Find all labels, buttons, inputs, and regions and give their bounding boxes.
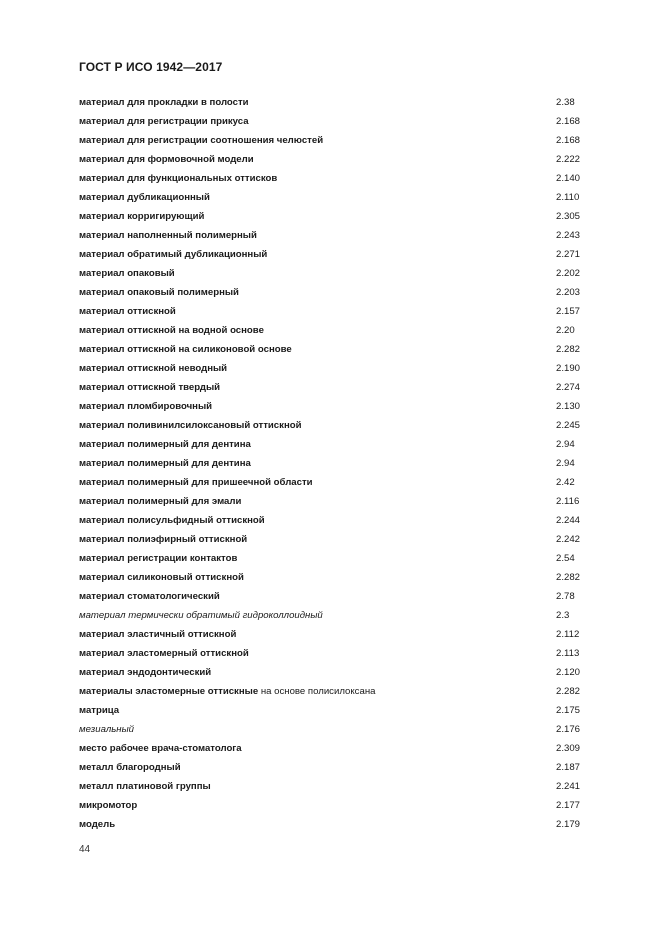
index-reference-number: 2.203 [556,287,581,298]
index-entry [79,648,599,667]
index-term [79,515,265,527]
index-term-text: металл платиновой группы [79,781,211,792]
index-term [79,249,267,261]
index-term [79,819,115,831]
index-term [79,800,137,812]
index-term-text: материал оттискной [79,306,176,317]
index-term [79,116,249,128]
index-term-text: материал эластомерный оттискной [79,648,249,659]
index-reference-number: 2.157 [556,306,581,317]
index-entry [79,306,599,325]
index-reference-number: 2.282 [556,344,581,355]
index-entry [79,572,599,591]
index-term [79,496,241,508]
index-reference-number: 2.94 [556,439,575,450]
index-term-text: материал опаковый полимерный [79,287,239,298]
index-entry [79,553,599,572]
index-term-text: материал опаковый [79,268,175,279]
index-reference-number: 2.282 [556,572,581,583]
index-reference-number: 2.113 [556,648,580,659]
index-reference-number: 2.116 [556,496,580,507]
index-term [79,230,257,242]
index-term [79,648,249,660]
index-term-text: материал для прокладки в полости [79,97,249,108]
index-entry [79,629,599,648]
term-index-list [79,97,599,838]
index-term-text: материал для формовочной модели [79,154,254,165]
index-term [79,705,119,717]
index-entry [79,154,599,173]
index-term-suffix: на основе полисилоксана [258,686,376,697]
index-term-text: модель [79,819,116,830]
index-reference-number: 2.245 [556,420,581,431]
index-term-text: металл благородный [79,762,181,773]
index-reference-number: 2.78 [556,591,575,602]
index-reference-number: 2.242 [556,534,581,545]
index-term-text: материал наполненный полимерный [79,230,257,241]
index-entry [79,135,599,154]
index-reference-number: 2.243 [556,230,581,241]
index-reference-number: 2.241 [556,781,581,792]
index-entry [79,211,599,230]
index-term-text: материал поливинилсилоксановый оттискной [79,420,302,431]
index-entry [79,591,599,610]
index-reference-number: 2.42 [556,477,575,488]
index-term [79,724,134,736]
index-entry [79,477,599,496]
index-reference-number: 2.177 [556,800,581,811]
index-entry [79,705,599,724]
index-entry [79,724,599,743]
index-reference-number: 2.140 [556,173,581,184]
index-term [79,610,323,622]
index-term [79,97,249,109]
index-term-text: материал эластичный оттискной [79,629,237,640]
index-term [79,458,251,470]
index-term-text: материал регистрации контактов [79,553,238,564]
document-header: ГОСТ Р ИСО 1942—2017 [79,60,223,74]
index-term-text: материал оттискной на водной основе [79,325,264,336]
index-term [79,781,211,793]
index-entry [79,363,599,382]
index-term-text: материал оттискной твердый [79,382,221,393]
index-entry [79,268,599,287]
index-reference-number: 2.187 [556,762,581,773]
index-term-text: материал оттискной неводный [79,363,228,374]
index-entry [79,439,599,458]
index-entry [79,420,599,439]
index-entry [79,230,599,249]
index-entry [79,344,599,363]
index-entry [79,534,599,553]
index-term [79,534,247,546]
index-term [79,629,236,641]
index-reference-number: 2.179 [556,819,581,830]
index-entry [79,192,599,211]
index-reference-number: 2.244 [556,515,581,526]
index-reference-number: 2.176 [556,724,581,735]
index-entry [79,781,599,800]
index-term-text: материал эндодонтический [79,667,212,678]
index-term [79,287,239,299]
index-term [79,686,375,698]
index-term-text: материал силиконовый оттискной [79,572,244,583]
index-entry [79,116,599,135]
index-term [79,173,277,185]
index-term [79,401,212,413]
index-reference-number: 2.112 [556,629,580,640]
index-entry [79,458,599,477]
index-term [79,667,211,679]
index-reference-number: 2.94 [556,458,575,469]
index-term [79,192,210,204]
index-term [79,477,313,489]
index-term [79,306,176,318]
index-term-text: место рабочее врача-стоматолога [79,743,242,754]
index-reference-number: 2.38 [556,97,575,108]
index-entry [79,287,599,306]
index-term-text: материал полимерный для дентина [79,458,251,469]
page-number: 44 [79,844,91,855]
index-term-text: материал дубликационный [79,192,210,203]
index-term-text: материал оттискной на силиконовой основе [79,344,292,355]
index-reference-number: 2.271 [556,249,581,260]
index-entry [79,325,599,344]
index-reference-number: 2.120 [556,667,581,678]
index-entry [79,249,599,268]
index-entry [79,496,599,515]
index-term [79,268,175,280]
index-term [79,363,227,375]
index-entry [79,667,599,686]
index-term-text: материал полимерный для дентина [79,439,251,450]
index-term [79,439,251,451]
index-reference-number: 2.282 [556,686,581,697]
index-term-text: материал для функциональных оттисков [79,173,278,184]
index-term-text: материалы эластомерные оттискные [79,686,259,697]
index-term-text: матрица [79,705,120,716]
index-term [79,382,220,394]
index-term-text: материал полимерный для пришеечной области [79,477,313,488]
index-reference-number: 2.190 [556,363,581,374]
index-reference-number: 2.168 [556,135,581,146]
index-term [79,743,242,755]
index-term-text: материал стоматологический [79,591,220,602]
index-term [79,553,237,565]
index-entry [79,800,599,819]
index-entry [79,762,599,781]
index-entry [79,173,599,192]
index-term-text: материал полисульфидный оттискной [79,515,265,526]
index-entry [79,819,599,838]
index-term [79,154,254,166]
index-reference-number: 2.20 [556,325,575,336]
index-entry [79,382,599,401]
index-term-text: материал пломбировочный [79,401,213,412]
index-entry [79,610,599,629]
index-entry [79,97,599,116]
index-term [79,211,204,223]
index-term [79,762,181,774]
index-term-text: материал для регистрации прикуса [79,116,249,127]
index-reference-number: 2.54 [556,553,575,564]
index-term-text: материал полимерный для эмали [79,496,242,507]
index-reference-number: 2.274 [556,382,581,393]
index-term-text: микромотор [79,800,138,811]
index-entry [79,743,599,762]
index-term [79,572,244,584]
index-term-text: материал обратимый дубликационный [79,249,268,260]
index-reference-number: 2.202 [556,268,581,279]
index-entry [79,401,599,420]
index-term-text: материал термически обратимый гидроколлоидный [79,610,323,621]
index-entry [79,515,599,534]
index-reference-number: 2.222 [556,154,581,165]
index-term [79,344,292,356]
index-reference-number: 2.175 [556,705,581,716]
index-term [79,325,264,337]
index-reference-number: 2.130 [556,401,581,412]
index-reference-number: 2.3 [556,610,570,621]
index-term-text: материал корригирующий [79,211,205,222]
index-reference-number: 2.305 [556,211,581,222]
index-reference-number: 2.309 [556,743,581,754]
index-reference-number: 2.110 [556,192,580,203]
index-term-text: материал полиэфирный оттискной [79,534,248,545]
index-term-text: материал для регистрации соотношения челюстей [79,135,324,146]
index-reference-number: 2.168 [556,116,581,127]
index-term [79,591,220,603]
index-term-text: мезиальный [79,724,134,735]
index-entry [79,686,599,705]
index-term [79,420,302,432]
index-term [79,135,323,147]
